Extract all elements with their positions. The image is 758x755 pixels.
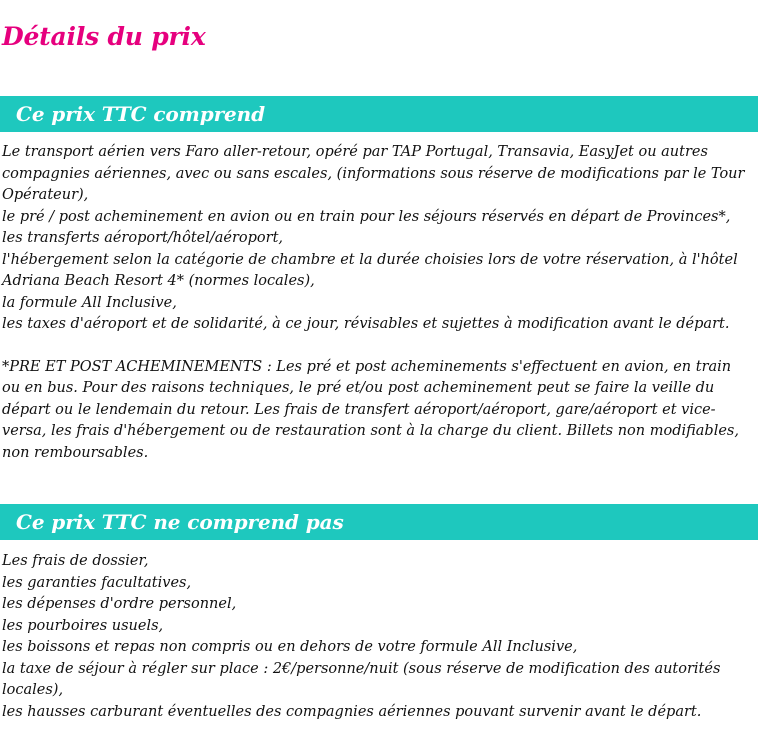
section-heading-label: Ce prix TTC comprend [16,102,265,126]
list-item: les boissons et repas non compris ou en dehors de votre formule All Inclusive, [2,639,578,655]
list-item: les hausses carburant éventuelles des compagnies aériennes pouvant survenir avant le départ. [2,703,702,720]
list-item: Les frais de dossier, [2,553,149,569]
section-header-not-included [0,504,758,540]
section-header-included [0,96,758,132]
section-heading-label: Ce prix TTC ne comprend pas [16,510,344,534]
list-item: Le transport aérien vers Faro aller-retour, opéré par TAP Portugal, Transavia, EasyJet ou autres compagnies aériennes, avec ou sans escales, (informations sous réserve de modifications par le Tour Opérateur), [2,144,745,203]
section-body-not-included [0,540,758,723]
list-item: les pourboires usuels, [2,617,164,634]
list-item: les dépenses d'ordre personnel, [2,596,237,612]
list-item: le pré / post acheminement en avion ou en train pour les séjours réservés en départ de Provinces*, [2,208,731,225]
list-item: les transferts aéroport/hôtel/aéroport, [2,230,284,246]
list-item: la formule All Inclusive, [2,294,177,311]
list-item: la taxe de séjour à régler sur place : 2€/personne/nuit (sous réserve de modification des autorités locales), [2,660,721,698]
section-body-included [0,132,758,464]
list-item: les garanties facultatives, [2,574,192,591]
list-item: les taxes d'aéroport et de solidarité, à ce jour, révisables et sujettes à modification avant le départ. [2,316,730,332]
note-spacer [2,336,750,357]
section-note-included: *PRE ET POST ACHEMINEMENTS : Les pré et post acheminements s'effectuent en avion, en train ou en bus. Pour des raisons techniques, le pré et/ou post acheminement peut se faire la veille du départ ou le lendemain du retour. Les frais de transfert aéroport/aéroport, gare/aéroport et vice-versa, les frais d'hébergement ou de restauration sont à la charge du client. Billets non modifiables, non remboursables. [2,358,739,461]
section-spacer [0,464,758,504]
title-spacer [0,52,758,96]
list-item: l'hébergement selon la catégorie de chambre et la durée choisies lors de votre réservation, à l'hôtel Adriana Beach Resort 4* (normes locales), [2,251,738,289]
page-title: Détails du prix [2,22,206,51]
